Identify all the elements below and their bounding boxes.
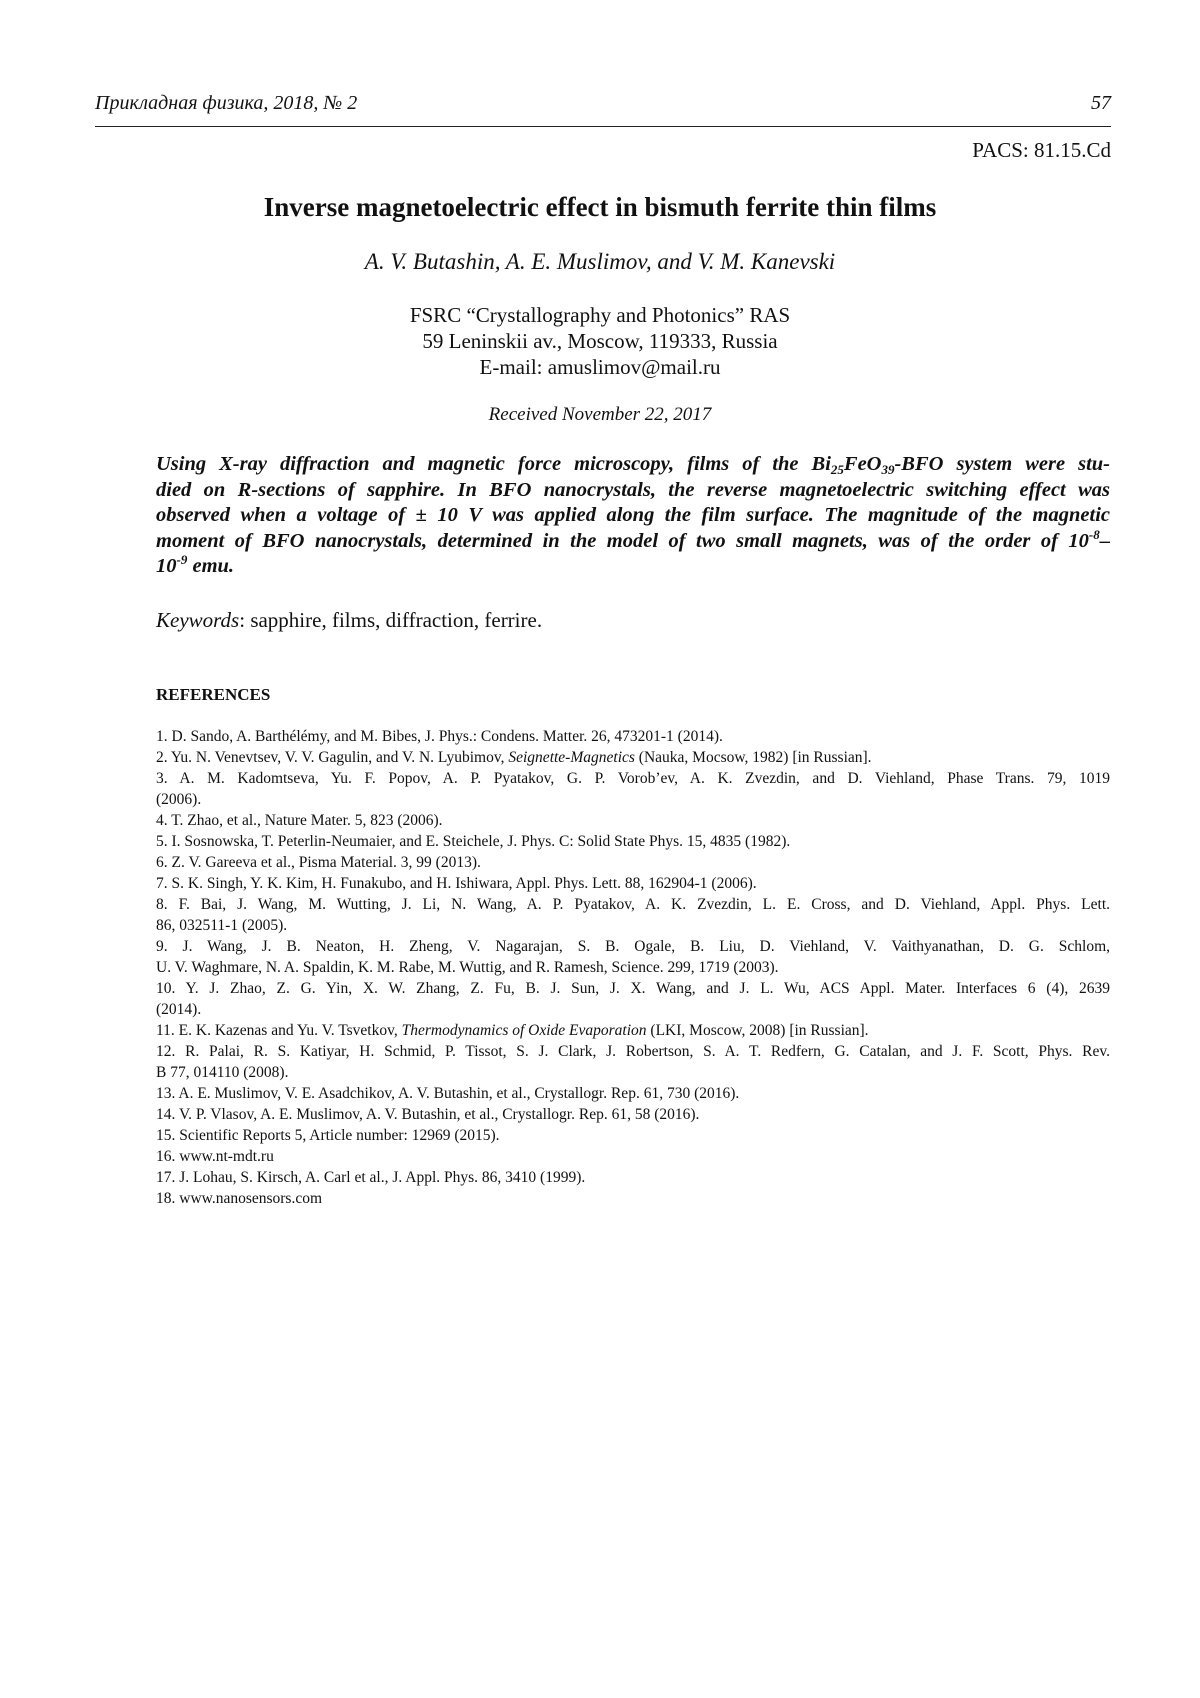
reference-item: 2. Yu. N. Venevtsev, V. V. Gagulin, and V. N. Lyubimov, Seignette-Magnetics (Nauka, Mocsow, 1982) [in Russian]. <box>156 747 1110 768</box>
affiliation-email[interactable]: E-mail: amuslimov@mail.ru <box>0 354 1200 380</box>
abstract-line: Using X-ray diffraction and magnetic force microscopy, films of the Bi25FeO39-BFO system were stu- <box>156 452 1110 478</box>
reference-item: 11. E. K. Kazenas and Yu. V. Tsvetkov, Thermodynamics of Oxide Evaporation (LKI, Moscow, 2008) [in Russian]. <box>156 1020 1110 1041</box>
references-list <box>156 726 1110 1209</box>
journal-name: Прикладная физика, 2018, № 2 <box>95 92 357 115</box>
reference-item: 12. R. Palai, R. S. Katiyar, H. Schmid, P. Tissot, S. J. Clark, J. Robertson, S. A. T. Redfern, G. Catalan, and J. F. Scott, Phys. Rev. B 77, 014110 (2008). <box>156 1041 1110 1083</box>
page-number: 57 <box>1091 92 1111 115</box>
reference-item: 3. A. M. Kadomtseva, Yu. F. Popov, A. P. Pyatakov, G. P. Vorob’ev, A. K. Zvezdin, and D. Viehland, Phase Trans. 79, 1019 (2006). <box>156 768 1110 810</box>
keywords <box>156 608 542 633</box>
reference-item: 13. A. E. Muslimov, V. E. Asadchikov, A. V. Butashin, et al., Crystallogr. Rep. 61, 730 (2016). <box>156 1083 1110 1104</box>
abstract-line: died on R-sections of sapphire. In BFO nanocrystals, the reverse magnetoelectric switching effect was <box>156 478 1110 504</box>
abstract-line: moment of BFO nanocrystals, determined in the model of two small magnets, was of the order of 10-8– <box>156 529 1110 555</box>
references-heading: REFERENCES <box>156 685 270 705</box>
affiliation <box>0 302 1200 380</box>
reference-item: 15. Scientific Reports 5, Article number: 12969 (2015). <box>156 1125 1110 1146</box>
reference-item: 1. D. Sando, A. Barthélémy, and M. Bibes, J. Phys.: Condens. Matter. 26, 473201-1 (2014). <box>156 726 1110 747</box>
pacs-code: PACS: 81.15.Cd <box>972 138 1111 163</box>
paper-title: Inverse magnetoelectric effect in bismuth ferrite thin films <box>0 192 1200 223</box>
abstract <box>156 452 1110 580</box>
reference-item: 4. T. Zhao, et al., Nature Mater. 5, 823 (2006). <box>156 810 1110 831</box>
affiliation-address: 59 Leninskii av., Moscow, 119333, Russia <box>0 328 1200 354</box>
reference-item[interactable]: 18. www.nanosensors.com <box>156 1188 1110 1209</box>
reference-item: 7. S. K. Singh, Y. K. Kim, H. Funakubo, and H. Ishiwara, Appl. Phys. Lett. 88, 162904-1 (2006). <box>156 873 1110 894</box>
reference-item: 17. J. Lohau, S. Kirsch, A. Carl et al., J. Appl. Phys. 86, 3410 (1999). <box>156 1167 1110 1188</box>
affiliation-institute: FSRC “Crystallography and Photonics” RAS <box>0 302 1200 328</box>
running-header <box>95 92 1111 127</box>
abstract-line: observed when a voltage of ± 10 V was applied along the film surface. The magnitude of the magnetic <box>156 503 1110 529</box>
reference-item: 9. J. Wang, J. B. Neaton, H. Zheng, V. Nagarajan, S. B. Ogale, B. Liu, D. Viehland, V. Vaithyanathan, D. G. Schlom, U. V. Waghmare, N. A. Spaldin, K. M. Rabe, M. Wuttig, and R. Ramesh, Science. 299, 1719 (2003). <box>156 936 1110 978</box>
keywords-text: : sapphire, films, diffraction, ferrire. <box>239 608 542 632</box>
reference-item: 8. F. Bai, J. Wang, M. Wutting, J. Li, N. Wang, A. P. Pyatakov, A. K. Zvezdin, L. E. Cross, and D. Viehland, Appl. Phys. Lett. 86, 032511-1 (2005). <box>156 894 1110 936</box>
reference-item: 14. V. P. Vlasov, A. E. Muslimov, A. V. Butashin, et al., Crystallogr. Rep. 61, 58 (2016). <box>156 1104 1110 1125</box>
reference-item: 10. Y. J. Zhao, Z. G. Yin, X. W. Zhang, Z. Fu, B. J. Sun, J. X. Wang, and J. L. Wu, ACS Appl. Mater. Interfaces 6 (4), 2639 (2014). <box>156 978 1110 1020</box>
received-date: Received November 22, 2017 <box>0 404 1200 426</box>
reference-item: 5. I. Sosnowska, T. Peterlin-Neumaier, and E. Steichele, J. Phys. C: Solid State Phys. 15, 4835 (1982). <box>156 831 1110 852</box>
reference-item: 6. Z. V. Gareeva et al., Pisma Material. 3, 99 (2013). <box>156 852 1110 873</box>
reference-item[interactable]: 16. www.nt-mdt.ru <box>156 1146 1110 1167</box>
authors: A. V. Butashin, A. E. Muslimov, and V. M. Kanevski <box>0 249 1200 275</box>
abstract-line: 10-9 emu. <box>156 554 1110 580</box>
keywords-label: Keywords <box>156 608 239 632</box>
